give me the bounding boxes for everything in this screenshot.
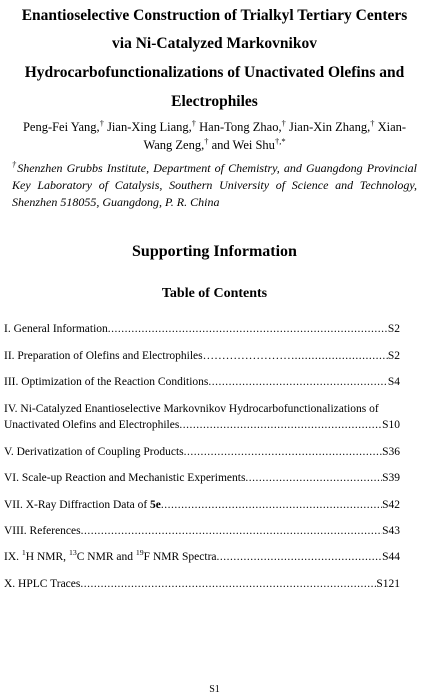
paper-title-line-1: Enantioselective Construction of Trialkyl Tertiary Centers — [21, 7, 408, 24]
toc-entry-derivatization[interactable] — [4, 444, 400, 460]
leader-dots — [245, 470, 382, 486]
toc-entry-preparation[interactable] — [4, 348, 400, 364]
author-mark: †,* — [274, 135, 286, 146]
toc-label-text: IX. — [4, 551, 22, 563]
toc-label: Unactivated Olefins and Electrophiles — [4, 419, 180, 431]
toc-page: S10 — [382, 419, 400, 431]
paper-title-line-2: via Ni-Catalyzed Markovnikov — [112, 35, 317, 52]
toc-heading: Table of Contents — [161, 286, 268, 301]
author-name: and Wei Shu — [208, 138, 275, 152]
author-mark: † — [99, 117, 104, 128]
toc-entry-references[interactable] — [4, 523, 400, 539]
paper-title-line-3: Hydrocarbofunctionalizations of Unactivated Olefins and — [24, 64, 405, 81]
author-name: Xian-Wang Zeng, — [143, 120, 407, 152]
author-name: Jian-Xing Liang, — [103, 120, 192, 134]
author-list — [12, 118, 417, 154]
toc-label: VIII. References — [4, 525, 81, 537]
toc-page: S39 — [382, 472, 400, 484]
toc-label-text: H NMR, — [25, 551, 69, 563]
leader-dots — [184, 444, 382, 460]
leader-dots — [217, 549, 383, 565]
leader-dots — [80, 576, 376, 592]
toc-label: V. Derivatization of Coupling Products — [4, 446, 184, 458]
toc-page: S4 — [387, 376, 400, 388]
author-name: Jian-Xin Zhang, — [285, 120, 371, 134]
toc-label — [4, 497, 161, 513]
toc-entry-x-ray[interactable] — [4, 497, 400, 513]
toc-label — [4, 549, 217, 565]
toc-label-text: C NMR and — [76, 551, 136, 563]
toc-entry-optimization[interactable] — [4, 374, 400, 390]
toc-label: II. Preparation of Olefins and Electrophiles…………………… — [4, 350, 295, 362]
toc-label: VI. Scale-up Reaction and Mechanistic Experiments — [4, 472, 246, 484]
toc-entry-scale-up[interactable] — [4, 470, 400, 486]
author-mark: † — [370, 117, 375, 128]
affiliation — [12, 160, 417, 211]
leader-dots — [208, 374, 387, 390]
toc-entry-hydrocarbofunctionalizations[interactable] — [4, 401, 400, 433]
author-name: Peng-Fei Yang, — [22, 120, 100, 134]
isotope-superscript: 1 — [21, 548, 26, 558]
toc-entry-nmr-spectra[interactable] — [4, 549, 400, 565]
isotope-superscript: 13 — [68, 548, 77, 558]
paper-title-line-4: Electrophiles — [171, 93, 258, 110]
toc-page: S121 — [376, 578, 400, 590]
toc-label: X. HPLC Traces — [4, 578, 81, 590]
toc-page: S2 — [387, 323, 400, 335]
toc-page: S2 — [387, 350, 400, 362]
toc-page: S42 — [382, 499, 400, 511]
toc-entry-general-information[interactable] — [4, 321, 400, 337]
leader-dots — [108, 321, 388, 337]
toc-label: I. General Information — [4, 323, 108, 335]
toc-label-line-1: IV. Ni-Catalyzed Enantioselective Markovnikov Hydrocarbofunctionalizations of — [4, 403, 379, 415]
author-mark: † — [204, 135, 209, 146]
toc-label: III. Optimization of the Reaction Conditions — [4, 376, 209, 388]
compound-label: 5e — [150, 499, 161, 511]
toc-page: S43 — [382, 525, 400, 537]
leader-dots — [295, 348, 388, 364]
affiliation-text: Shenzhen Grubbs Institute, Department of Chemistry, and Guangdong Provincial Key Laboratory of Catalysis, Southern University of Science and Technology, Shenzhen 518055, Guangdong, P. R. China — [12, 161, 418, 209]
affiliation-mark: † — [12, 160, 18, 169]
toc-label-text: VII. X-Ray Diffraction Data of — [4, 499, 151, 511]
author-mark: † — [281, 117, 286, 128]
toc-label-text: F NMR Spectra — [143, 551, 217, 563]
toc-entry-hplc-traces[interactable] — [4, 576, 400, 592]
toc-page: S44 — [382, 551, 400, 563]
toc-page: S36 — [382, 446, 400, 458]
leader-dots — [179, 417, 382, 433]
leader-dots — [161, 497, 382, 513]
supporting-information-heading: Supporting Information — [132, 243, 297, 260]
author-name: Han-Tong Zhao, — [196, 120, 282, 134]
isotope-superscript: 19 — [135, 548, 144, 558]
page-number: S1 — [209, 684, 220, 695]
author-mark: † — [191, 117, 197, 128]
leader-dots — [81, 523, 382, 539]
